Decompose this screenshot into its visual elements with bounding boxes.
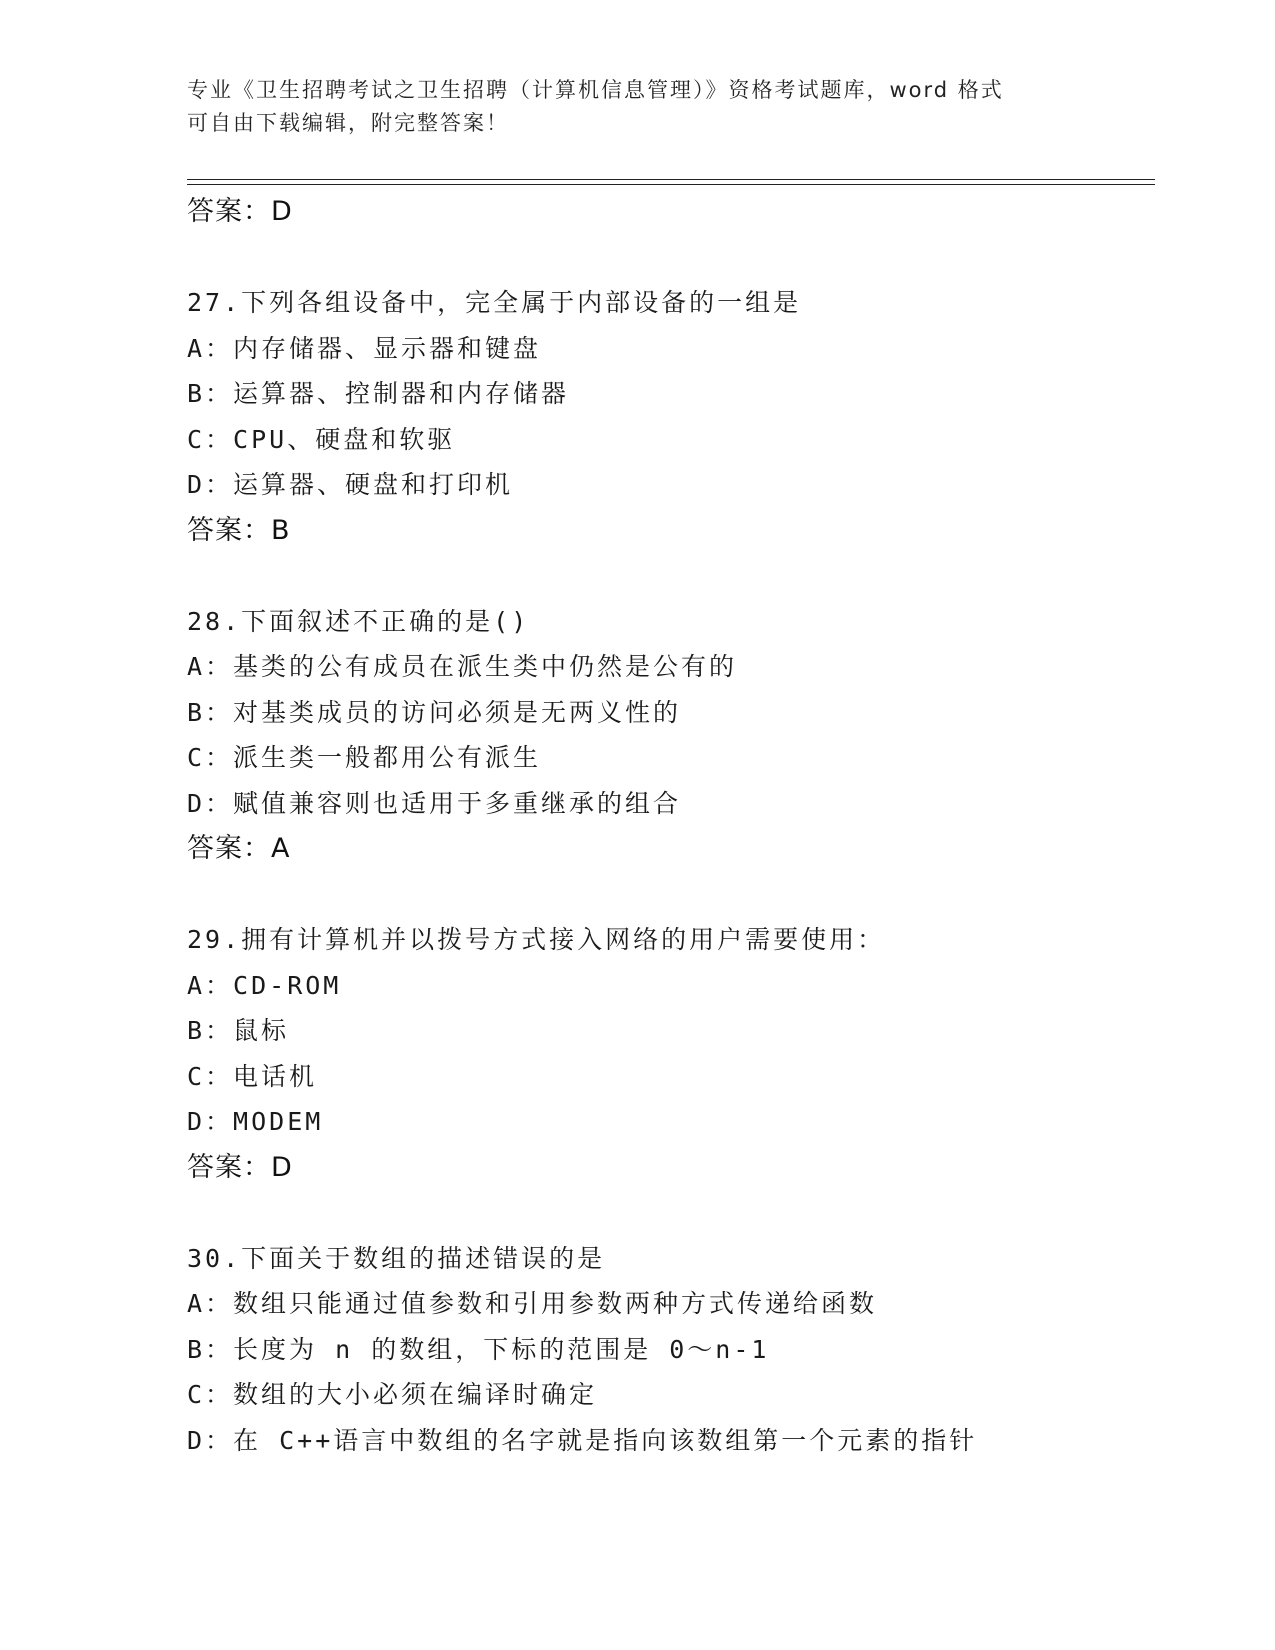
option-a: A：数组只能通过值参数和引用参数两种方式传递给函数 bbox=[187, 1289, 878, 1318]
option-b: B：鼠标 bbox=[187, 1016, 290, 1045]
option-c: C：CPU、硬盘和软驱 bbox=[187, 424, 456, 454]
question-29 bbox=[187, 917, 1155, 1190]
option-b: B：对基类成员的访问必须是无两义性的 bbox=[187, 697, 682, 727]
option-a: A：内存储器、显示器和键盘 bbox=[187, 333, 542, 363]
option-d: D：赋值兼容则也适用于多重继承的组合 bbox=[187, 788, 682, 818]
question-list bbox=[187, 189, 1155, 1463]
answer-line: 答案：D bbox=[187, 1151, 293, 1183]
header-divider-top bbox=[187, 179, 1155, 180]
answer-line: 答案：D bbox=[187, 196, 293, 227]
question-27 bbox=[187, 280, 1155, 553]
answer-line: 答案：A bbox=[187, 833, 291, 864]
spacer bbox=[187, 235, 1155, 281]
header-line-2: 可自由下载编辑，附完整答案！ bbox=[187, 111, 509, 135]
option-a: A：CD-ROM bbox=[187, 970, 342, 1000]
option-a: A：基类的公有成员在派生类中仍然是公有的 bbox=[187, 652, 738, 681]
question-stem: 28.下面叙述不正确的是() bbox=[187, 606, 530, 636]
question-stem: 27.下列各组设备中，完全属于内部设备的一组是 bbox=[187, 288, 802, 317]
question-30 bbox=[187, 1236, 1155, 1464]
option-c: C：数组的大小必须在编译时确定 bbox=[187, 1380, 598, 1409]
option-b: B：运算器、控制器和内存储器 bbox=[187, 379, 570, 408]
option-d: D：MODEM bbox=[187, 1107, 324, 1136]
option-d: D：运算器、硬盘和打印机 bbox=[187, 470, 514, 499]
header-line-1: 专业《卫生招聘考试之卫生招聘（计算机信息管理）》资格考试题库，word 格式 bbox=[187, 78, 1004, 102]
option-b: B：长度为 n 的数组，下标的范围是 0～n-1 bbox=[187, 1334, 770, 1364]
question-stem: 29.拥有计算机并以拨号方式接入网络的用户需要使用： bbox=[187, 925, 886, 954]
spacer bbox=[187, 553, 1155, 599]
spacer bbox=[187, 1190, 1155, 1236]
header-divider-bottom bbox=[187, 184, 1155, 185]
option-d: D：在 C++语言中数组的名字就是指向该数组第一个元素的指针 bbox=[187, 1425, 978, 1455]
option-c: C：派生类一般都用公有派生 bbox=[187, 743, 542, 772]
question-28 bbox=[187, 599, 1155, 872]
option-c: C：电话机 bbox=[187, 1061, 318, 1091]
question-stem: 30.下面关于数组的描述错误的是 bbox=[187, 1243, 606, 1273]
answer-line: 答案：B bbox=[187, 514, 291, 546]
document-header bbox=[187, 74, 1087, 140]
spacer bbox=[187, 872, 1155, 918]
